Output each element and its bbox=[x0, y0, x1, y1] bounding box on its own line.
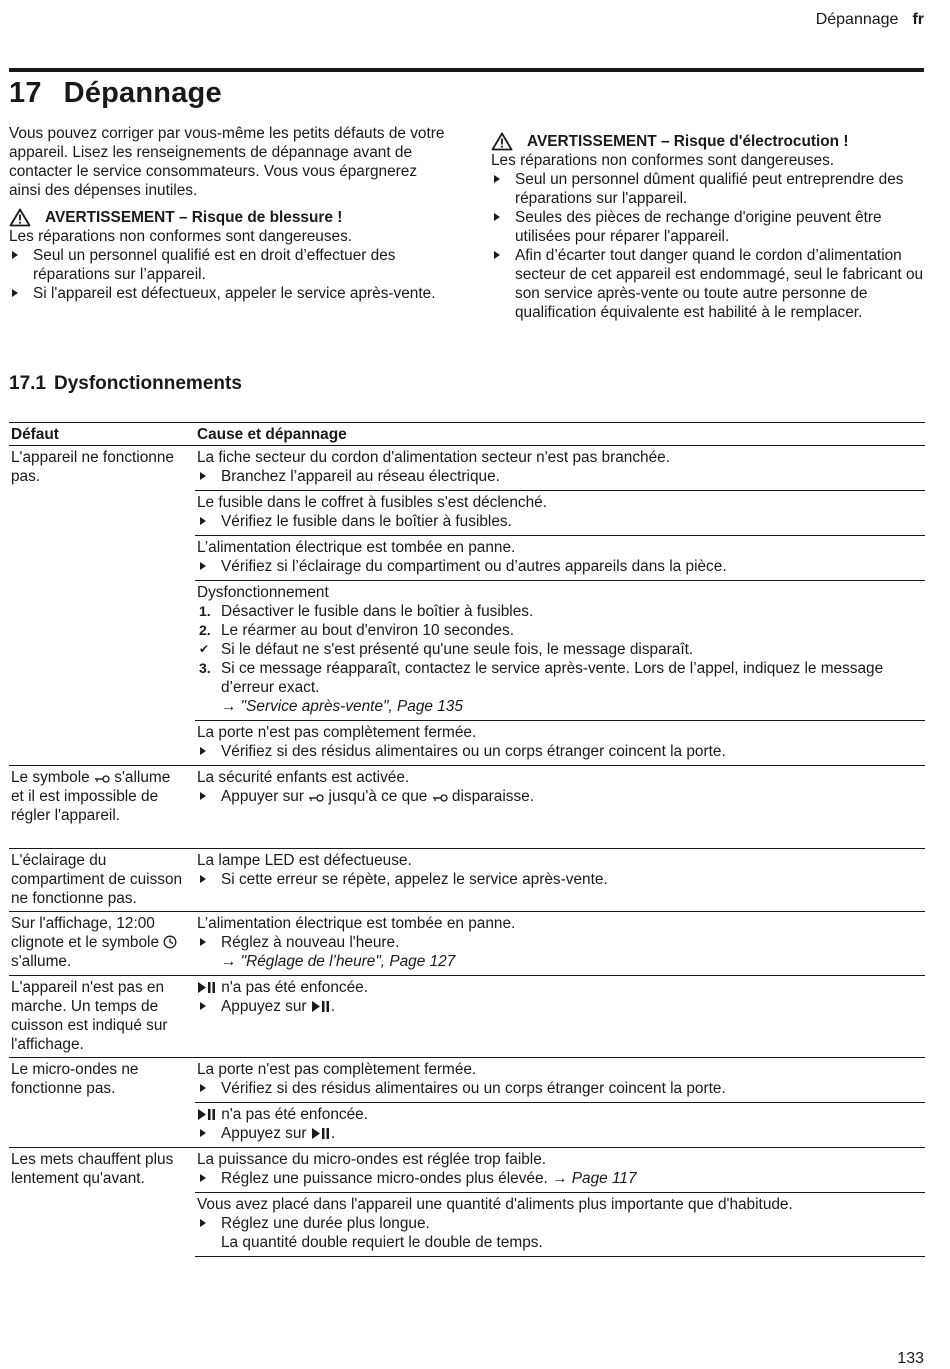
list-item: Seules des pièces de rechange d'origine peuvent être utilisées pour réparer l'appareil. bbox=[491, 208, 927, 246]
section-number: 17.1 bbox=[9, 373, 46, 394]
key-lock-icon bbox=[308, 793, 324, 803]
step-number: 3. bbox=[199, 660, 211, 676]
table-row bbox=[9, 1058, 925, 1148]
defect-text: s'allume. bbox=[11, 953, 72, 970]
action-item: Branchez l’appareil au réseau électrique. bbox=[197, 467, 925, 486]
action-item: Vérifiez si des résidus alimentaires ou un corps étranger coincent la porte. bbox=[197, 1079, 925, 1098]
action-item: Réglez à nouveau l'heure. bbox=[197, 933, 925, 952]
list-item: Seul un personnel qualifié est en droit d’effectuer des réparations sur l’appareil. bbox=[9, 246, 449, 284]
table-row bbox=[9, 1148, 925, 1257]
action-text: disparaisse. bbox=[451, 788, 535, 805]
warning-triangle-icon bbox=[491, 132, 513, 151]
section-title-text: Dysfonctionnements bbox=[53, 373, 242, 394]
cause-cell bbox=[195, 1058, 925, 1148]
table-header-row bbox=[9, 423, 925, 446]
defect-text: Sur l'affichage, 12:00 clignote et le symbole bbox=[11, 915, 159, 951]
action-text: Appuyez sur bbox=[221, 1125, 307, 1142]
cause-text: La porte n'est pas complètement fermée. bbox=[197, 724, 477, 741]
cause-cell bbox=[195, 912, 925, 976]
action-item: Vérifiez si l’éclairage du compartiment ou d’autres appareils dans la pièce. bbox=[197, 557, 925, 576]
cross-reference-link[interactable]: Page 117 bbox=[571, 1170, 637, 1187]
cause-block bbox=[195, 1193, 925, 1256]
cause-text: La puissance du micro-ondes est réglée trop faible. bbox=[197, 1151, 547, 1168]
cause-cell bbox=[195, 446, 925, 766]
cause-block bbox=[195, 766, 925, 848]
cause-text: La fiche secteur du cordon d'alimentation secteur n'est pas branchée. bbox=[197, 449, 671, 466]
step-text: Le réarmer au bout d'environ 10 secondes. bbox=[221, 622, 514, 639]
page-number: 133 bbox=[897, 1350, 924, 1367]
col-header-defect: Défaut bbox=[9, 423, 195, 446]
cause-block bbox=[195, 581, 925, 721]
arrow-right-icon: → bbox=[221, 698, 241, 715]
defect-cell: L'appareil ne fonctionne pas. bbox=[9, 446, 195, 766]
cause-cell bbox=[195, 849, 925, 912]
list-item: Si l'appareil est défectueux, appeler le service après-vente. bbox=[9, 284, 449, 303]
cause-block bbox=[195, 1058, 925, 1103]
cause-text bbox=[197, 1105, 925, 1124]
action-note: La quantité double requiert le double de temps. bbox=[221, 1234, 543, 1251]
list-item: Afin d’écarter tout danger quand le cordon d’alimentation secteur de cet appareil est endommagé, seul le fabricant ou son service après-vente ou toute autre personne de qualification équivalente est habilité à le remplacer. bbox=[491, 246, 927, 322]
warning-shock-title bbox=[491, 132, 927, 151]
action-item: Si cette erreur se répète, appelez le service après-vente. bbox=[197, 870, 925, 889]
table-row bbox=[9, 976, 925, 1058]
action-item: Vérifiez le fusible dans le boîtier à fusibles. bbox=[197, 512, 925, 531]
warning-injury-title bbox=[9, 208, 449, 227]
table-row bbox=[9, 766, 925, 849]
col-header-cause: Cause et dépannage bbox=[195, 423, 925, 446]
cause-block bbox=[195, 491, 925, 536]
cause-text: Dysfonctionnement bbox=[197, 584, 329, 601]
warning-injury-text: Les réparations non conformes sont dangereuses. bbox=[9, 228, 353, 245]
left-column bbox=[9, 124, 449, 303]
warning-injury-title-text: AVERTISSEMENT – Risque de blessure ! bbox=[45, 209, 343, 226]
cause-block bbox=[195, 446, 925, 491]
step-item bbox=[197, 602, 925, 621]
warning-shock-list bbox=[491, 170, 927, 322]
steps-list bbox=[197, 659, 925, 697]
defect-cell: L'éclairage du compartiment de cuisson ne fonctionne pas. bbox=[9, 849, 195, 912]
troubleshooting-table bbox=[9, 422, 925, 1257]
defect-cell: Les mets chauffent plus lentement qu'avant. bbox=[11, 1151, 174, 1187]
action-item: Vérifiez si des résidus alimentaires ou un corps étranger coincent la porte. bbox=[197, 742, 925, 761]
step-text: Désactiver le fusible dans le boîtier à fusibles. bbox=[221, 603, 534, 620]
header-rule bbox=[9, 68, 924, 72]
intro-paragraph: Vous pouvez corriger par vous-même les petits défauts de votre appareil. Lisez les renseignements de dépannage avant de contacter le service consommateurs. Vous vous épargnerez ainsi des dépenses inutiles. bbox=[9, 125, 445, 199]
header-lang: fr bbox=[912, 11, 924, 28]
warning-shock-text: Les réparations non conformes sont dangereuses. bbox=[491, 152, 835, 169]
warning-injury-list bbox=[9, 246, 449, 303]
step-number: 2. bbox=[199, 622, 211, 638]
action-item bbox=[197, 1214, 925, 1252]
step-text: Si ce message réapparaît, contactez le service après-vente. Lors de l’appel, indiquez le message d’erreur exact. bbox=[221, 660, 884, 696]
arrow-right-icon: → bbox=[552, 1170, 568, 1187]
step-item bbox=[197, 659, 925, 697]
cause-text: La sécurité enfants est activée. bbox=[197, 769, 410, 786]
action-text: Appuyez sur bbox=[221, 998, 307, 1015]
table-row bbox=[9, 912, 925, 976]
cause-text: L’alimentation électrique est tombée en panne. bbox=[197, 915, 516, 932]
clock-icon bbox=[163, 935, 177, 949]
cause-block bbox=[195, 536, 925, 581]
action-item: Appuyez sur . bbox=[197, 1124, 925, 1143]
cause-text: L’alimentation électrique est tombée en panne. bbox=[197, 539, 516, 556]
step-item bbox=[197, 621, 925, 640]
start-pause-icon bbox=[197, 981, 217, 994]
chapter-number: 17 bbox=[9, 77, 42, 109]
cause-cell bbox=[195, 976, 925, 1058]
action-item bbox=[197, 787, 925, 806]
cause-text: Vous avez placé dans l'appareil une quantité d'aliments plus importante que d'habitude. bbox=[197, 1196, 793, 1213]
cause-text-content: n'a pas été enfoncée. bbox=[221, 1106, 368, 1123]
cross-reference-text: "Réglage de l’heure", Page 127 bbox=[240, 953, 456, 970]
action-text: Réglez une durée plus longue. bbox=[221, 1215, 430, 1232]
action-text: jusqu'à ce que bbox=[328, 788, 428, 805]
steps-list bbox=[197, 602, 925, 640]
cause-text: La lampe LED est défectueuse. bbox=[197, 852, 412, 869]
header-section: Dépannage bbox=[815, 11, 899, 28]
action-item bbox=[197, 1169, 925, 1188]
cross-reference-link[interactable] bbox=[197, 952, 925, 971]
chapter-title-text: Dépannage bbox=[63, 77, 222, 109]
cause-block bbox=[195, 1103, 925, 1147]
cause-text: La porte n'est pas complètement fermée. bbox=[197, 1061, 477, 1078]
cross-reference-text: "Service après-vente", Page 135 bbox=[240, 698, 463, 715]
step-number: 1. bbox=[199, 603, 211, 619]
cause-block bbox=[195, 1148, 925, 1193]
key-lock-icon bbox=[432, 793, 448, 803]
table-row bbox=[9, 446, 925, 766]
key-lock-icon bbox=[94, 774, 110, 784]
cause-text: Le fusible dans le coffret à fusibles s'est déclenché. bbox=[197, 494, 548, 511]
cause-block bbox=[195, 849, 925, 893]
start-pause-icon bbox=[197, 1108, 217, 1121]
defect-cell: L'appareil n'est pas en marche. Un temps de cuisson est indiqué sur l'affichage. bbox=[9, 976, 195, 1058]
start-pause-icon bbox=[311, 1000, 331, 1013]
arrow-right-icon: → bbox=[221, 953, 241, 970]
cause-block bbox=[195, 721, 925, 765]
cause-cell bbox=[195, 766, 925, 849]
warning-shock-title-text: AVERTISSEMENT – Risque d'électrocution ! bbox=[527, 133, 849, 150]
result-check: ✔ Si le défaut ne s'est présenté qu'une seule fois, le message disparaît. bbox=[197, 640, 925, 659]
action-text: Appuyer sur bbox=[221, 788, 304, 805]
defect-text: Le symbole bbox=[11, 769, 90, 786]
cause-block bbox=[195, 912, 925, 975]
action-item: Appuyez sur . bbox=[197, 997, 925, 1016]
table-row bbox=[9, 849, 925, 912]
running-header bbox=[816, 10, 924, 29]
defect-cell bbox=[9, 912, 195, 976]
cause-block bbox=[195, 976, 925, 1040]
cause-cell bbox=[195, 1148, 925, 1257]
warning-triangle-icon bbox=[9, 208, 31, 227]
section-title bbox=[9, 373, 242, 395]
action-text: Réglez une puissance micro-ondes plus élevée. bbox=[221, 1170, 548, 1187]
chapter-title bbox=[9, 76, 222, 110]
list-item: Seul un personnel dûment qualifié peut entreprendre des réparations sur l'appareil. bbox=[491, 170, 927, 208]
cause-text bbox=[197, 978, 925, 997]
cause-text-content: n'a pas été enfoncée. bbox=[221, 979, 368, 996]
defect-text: s'allume et il est impossible de régler l'appareil. bbox=[11, 769, 171, 824]
start-pause-icon bbox=[311, 1127, 331, 1140]
right-column bbox=[491, 132, 927, 322]
defect-cell: Le micro-ondes ne fonctionne pas. bbox=[9, 1058, 195, 1148]
defect-cell bbox=[9, 766, 195, 849]
cross-reference-link[interactable] bbox=[197, 697, 925, 716]
